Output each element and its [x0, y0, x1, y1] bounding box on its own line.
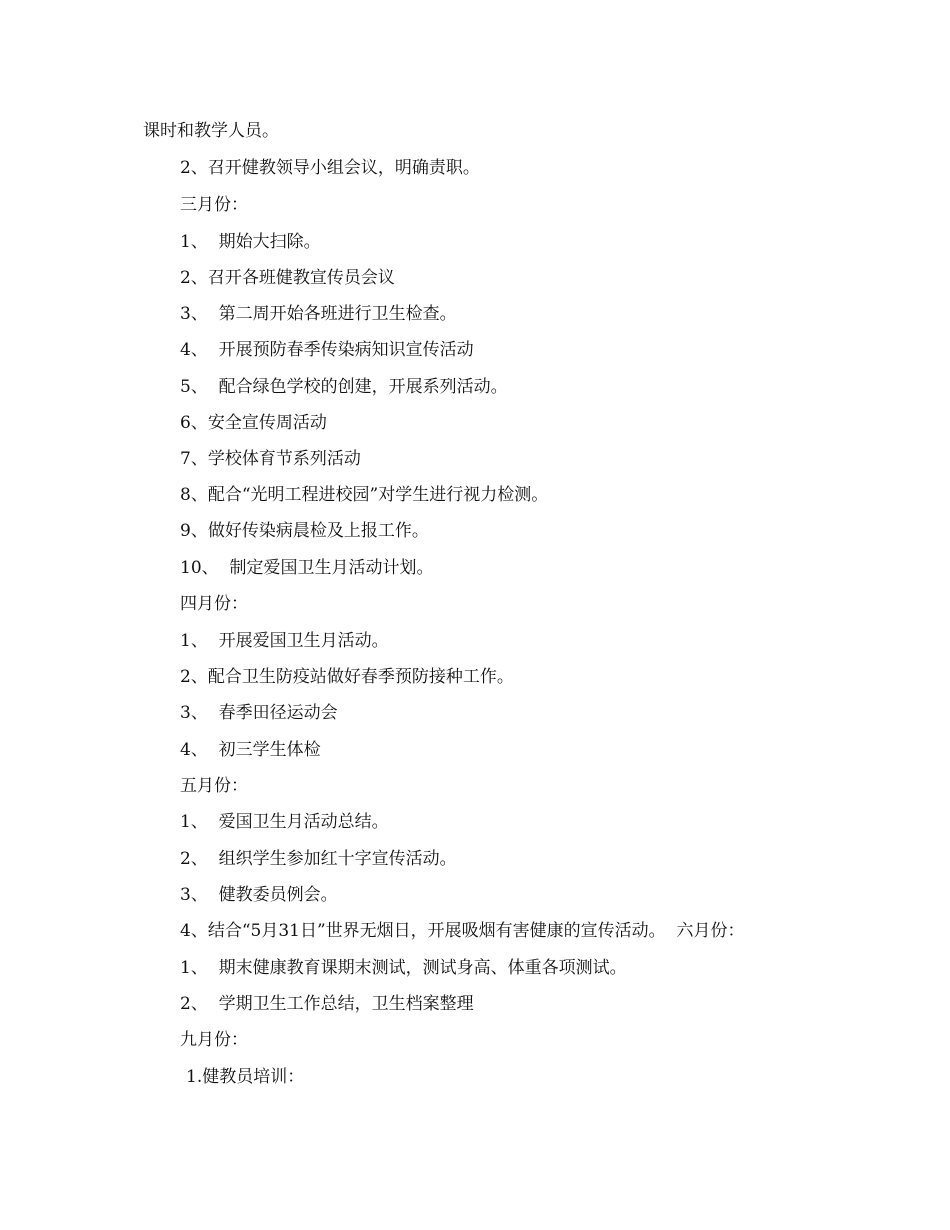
list-item: 1、 开展爱国卫生月活动。 — [180, 631, 389, 651]
section-heading: 四月份： — [180, 594, 248, 614]
list-item: 3、 健教委员例会。 — [180, 885, 338, 905]
list-item: 2、 学期卫生工作总结，卫生档案整理 — [180, 994, 474, 1014]
list-item: 4、 初三学生体检 — [180, 740, 321, 760]
list-item: 3、 第二周开始各班进行卫生检查。 — [180, 304, 457, 324]
section-heading: 三月份： — [180, 195, 248, 215]
list-item: 1、 期末健康教育课期末测试，测试身高、体重各项测试。 — [180, 958, 627, 978]
text-line: 课时和教学人员。 — [143, 121, 279, 141]
list-item: 1、 期始大扫除。 — [180, 232, 321, 252]
list-item: 7、学校体育节系列活动 — [180, 449, 361, 469]
list-item: 8、配合“光明工程进校园”对学生进行视力检测。 — [180, 485, 549, 505]
list-item: 6、安全宣传周活动 — [180, 413, 327, 433]
list-item: 4、 开展预防春季传染病知识宣传活动 — [180, 340, 474, 360]
list-item: 1、 爱国卫生月活动总结。 — [180, 812, 389, 832]
list-item: 2、 组织学生参加红十字宣传活动。 — [180, 849, 457, 869]
list-item: 5、 配合绿色学校的创建，开展系列活动。 — [180, 377, 508, 397]
text-line: 2、召开健教领导小组会议，明确责职。 — [180, 158, 480, 178]
section-heading: 五月份： — [180, 776, 248, 796]
list-item: 10、 制定爱国卫生月活动计划。 — [180, 558, 434, 578]
list-item: 4、结合“5月31日”世界无烟日，开展吸烟有害健康的宣传活动。 六月份： — [180, 921, 745, 941]
list-item: 2、召开各班健教宣传员会议 — [180, 268, 395, 288]
list-item: 9、做好传染病晨检及上报工作。 — [180, 521, 429, 541]
list-item: 1.健教员培训： — [186, 1067, 305, 1087]
section-heading: 九月份： — [180, 1030, 248, 1050]
list-item: 3、 春季田径运动会 — [180, 703, 338, 723]
list-item: 2、配合卫生防疫站做好春季预防接种工作。 — [180, 667, 514, 687]
